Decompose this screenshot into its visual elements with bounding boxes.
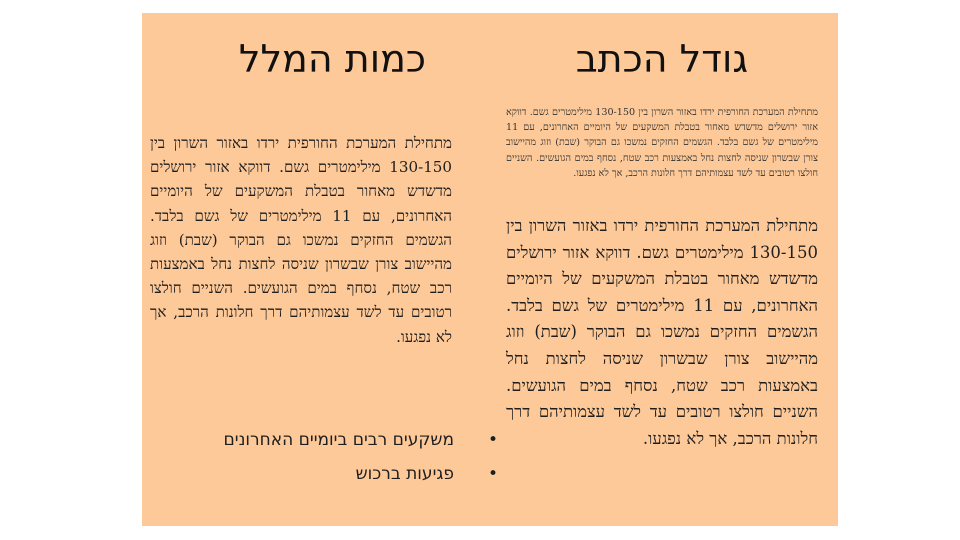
- title-text-amount: כמות המלל: [238, 37, 426, 81]
- bullet-text: פגיעות ברכוש: [355, 464, 454, 484]
- paragraph-text-amount: מתחילת המערכת החורפית ירדו באזור השרון בין 130-150 מילימטרים גשם. דווקא אזור ירושלים מדשדש מאחור בטבלת המשקעים של היומיים האחרונים, עם 11 מילימטרים של גשם בלבד. הגשמים החזקים נמשכו גם הבוקר (שבת) וזוג מהיישוב צורן שבשרון שניסה לחצות נחל באמצעות רכב שטח, נסחף במים הגועשים. השניים חולצו רטובים עד לשד עצמותיהם דרך חלונות הרכב, אך לא נפגעו.: [150, 134, 452, 346]
- title-font-size: גודל הכתב: [575, 37, 748, 81]
- bullet-icon: •: [487, 464, 498, 484]
- slide: [142, 13, 838, 526]
- paragraph-small-font: מתחילת המערכת החורפית ירדו באזור השרון בין 130-150 מילימטרים גשם. דווקא אזור ירושלים מדשדש מאחור בטבלת המשקעים של היומיים האחרונים, עם 11 מילימטרים של גשם בלבד. הגשמים החזקים נמשכו גם הבוקר (שבת) וזוג מהיישוב צורן שבשרון שניסה לחצות נחל באמצעות רכב שטח, נסחף במים הגועשים. השניים חולצו רטובים עד לשד עצמותיהם דרך חלונות הרכב, אך לא נפגעו.: [506, 107, 818, 179]
- list-item: [224, 457, 498, 491]
- list-item: [224, 423, 498, 457]
- bullet-text: משקעים רבים ביומיים האחרונים: [223, 430, 454, 450]
- bullet-list: [224, 423, 498, 491]
- bullet-icon: •: [487, 430, 498, 450]
- paragraph-large-font: מתחילת המערכת החורפית ירדו באזור השרון בין 130-150 מילימטרים גשם. דווקא אזור ירושלים מדשדש מאחור בטבלת המשקעים של היומיים האחרונים, עם 11 מילימטרים של גשם בלבד. הגשמים החזקים נמשכו גם הבוקר (שבת) וזוג מהיישוב צורן שבשרון שניסה לחצות נחל באמצעות רכב שטח, נסחף במים הגועשים. השניים חולצו רטובים עד לשד עצמותיהם דרך חלונות הרכב, אך לא נפגעו.: [506, 216, 819, 448]
